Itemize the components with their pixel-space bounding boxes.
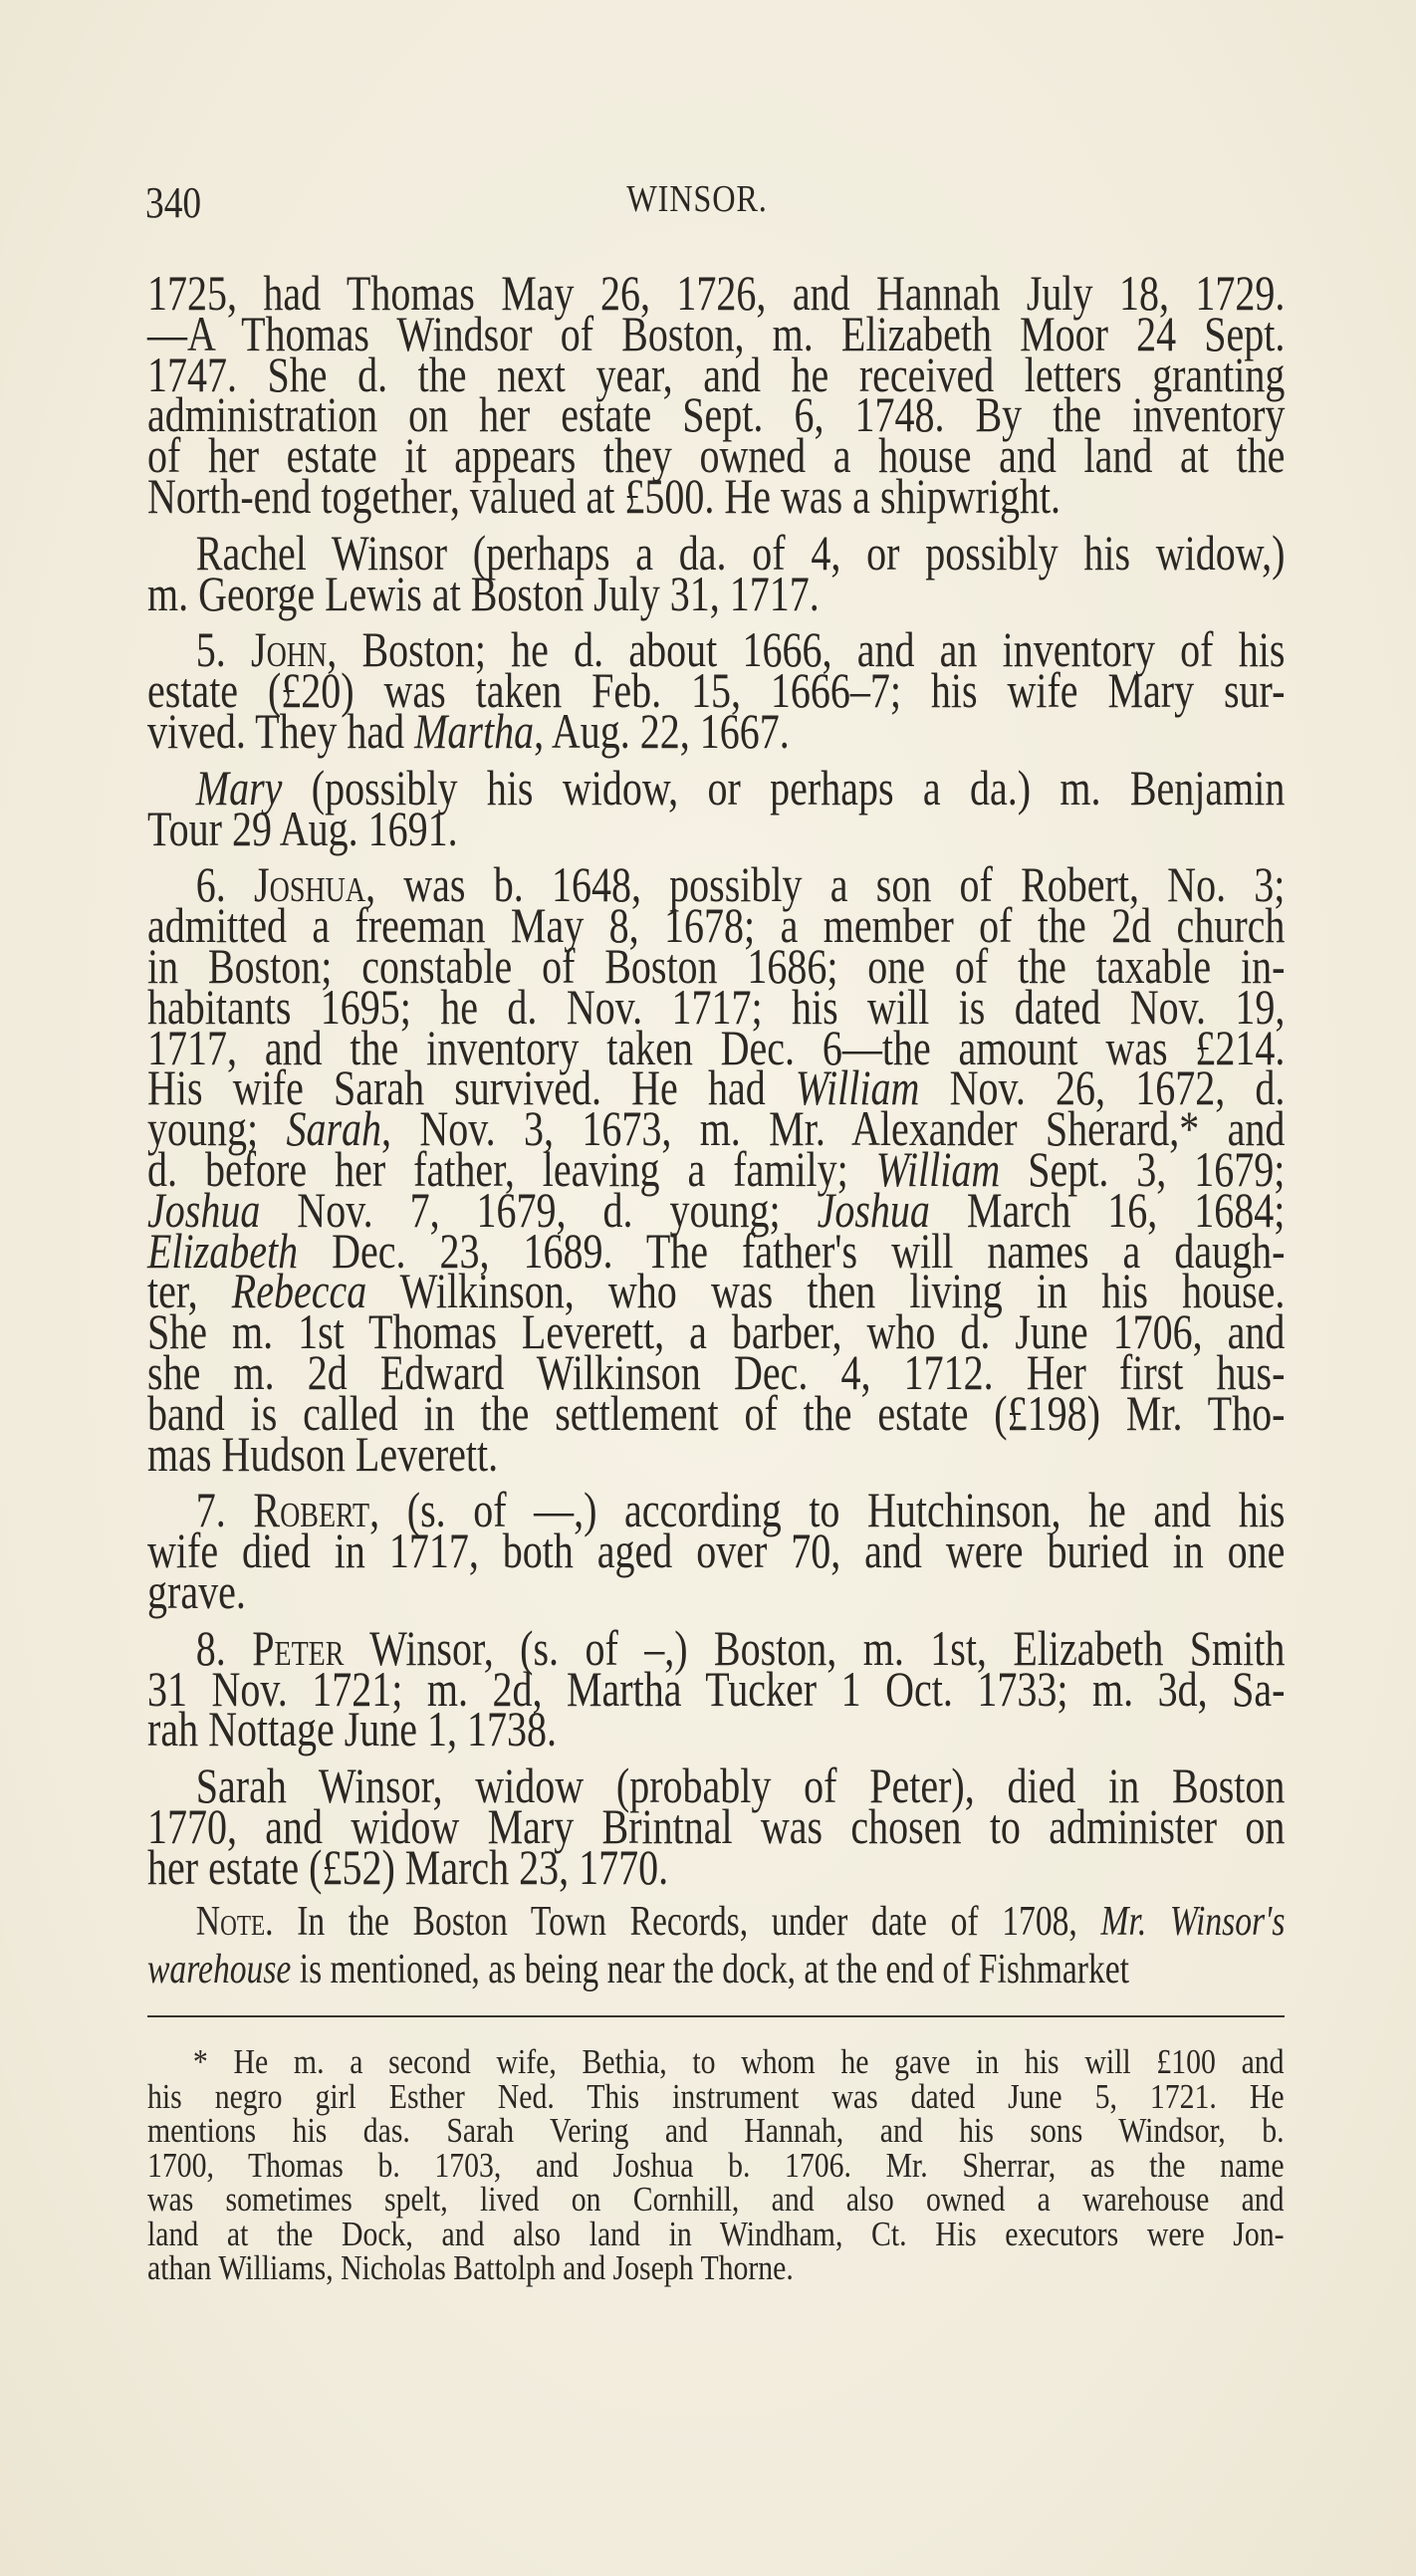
- italic-name: Joshua: [817, 1181, 930, 1238]
- text-run: 1717, and the inventory taken Dec. 6—the amount was £214.: [147, 1019, 1286, 1075]
- text-run: 7.: [195, 1482, 254, 1538]
- text-run: young;: [147, 1100, 287, 1157]
- text-line: [147, 1562, 1285, 1619]
- text-line: [147, 1701, 1285, 1757]
- text-run: —A Thomas Windsor of Boston, m. Elizabeth Moor 24 Sept.: [147, 305, 1286, 361]
- text-run: 5.: [195, 621, 252, 678]
- paragraph: [147, 621, 1416, 759]
- text-run: North-end together, valued at £500. He was a shipwright.: [147, 467, 1062, 524]
- italic-name: Joshua: [147, 1181, 261, 1238]
- text-line: [147, 1838, 1285, 1895]
- text-run: admitted a freeman May 8, 1678; a member of the 2d church: [147, 897, 1286, 954]
- text-line: [147, 1946, 1285, 1993]
- small-caps-heading: Note.: [195, 1899, 274, 1945]
- text-run: Rachel Winsor (perhaps a da. of 4, or possibly his widow,): [195, 524, 1286, 581]
- text-run: mentions his das. Sarah Vering and Hannah, and his sons Windsor, b.: [147, 2111, 1285, 2150]
- text-run: , (s. of —,) according to Hutchinson, he and his: [369, 1482, 1286, 1538]
- text-run: land at the Dock, and also land in Windham, Ct. His executors were Jon-: [147, 2214, 1285, 2253]
- text-line: [147, 2145, 1285, 2185]
- paragraph: [147, 265, 1416, 524]
- text-run: Tour 29 Aug. 1691.: [147, 800, 458, 856]
- text-line: [147, 2214, 1285, 2253]
- italic-name: William: [795, 1059, 920, 1116]
- text-run: * He m. a second wife, Bethia, to whom he gave in his will £100 and: [192, 2042, 1285, 2081]
- text-run: estate (£20) was taken Feb. 15, 1666–7; his wife Mary sur-: [147, 662, 1286, 719]
- text-run: Dec. 23, 1689. The father's will names a daugh-: [298, 1222, 1286, 1279]
- text-run: She m. 1st Thomas Leverett, a barber, who d. June 1706, and: [147, 1303, 1286, 1360]
- small-caps-heading: Joshua: [254, 856, 366, 913]
- text-run: Sept. 3, 1679;: [1000, 1140, 1286, 1197]
- running-head: WINSOR.: [626, 178, 768, 220]
- note-paragraph: [147, 1898, 1416, 1993]
- page-number: 340: [145, 178, 202, 227]
- text-line: [147, 1425, 1285, 1482]
- text-line: [147, 1522, 1286, 1579]
- text-line: [147, 2076, 1285, 2116]
- italic-name: Mary: [195, 759, 283, 816]
- paragraph: [147, 856, 1416, 1482]
- italic-name: Sarah: [286, 1100, 382, 1157]
- text-line: [147, 2180, 1285, 2219]
- footnote-divider: [147, 2015, 1285, 2017]
- text-run: she m. 2d Edward Wilkinson Dec. 4, 1712. Her first hus-: [147, 1343, 1286, 1400]
- paragraph: [147, 1482, 1416, 1619]
- text-run: Winsor, (s. of –,) Boston, m. 1st, Elizabeth Smith: [344, 1619, 1286, 1676]
- text-run: 8.: [195, 1619, 253, 1676]
- text-run: grave.: [147, 1562, 246, 1619]
- text-run: , Aug. 22, 1667.: [534, 702, 790, 759]
- text-run: administration on her estate Sept. 6, 1748. By the inventory: [147, 386, 1286, 443]
- text-run: her estate (£52) March 23, 1770.: [147, 1838, 669, 1895]
- text-run: 31 Nov. 1721; m. 2d, Martha Tucker 1 Oct. 1733; m. 3d, Sa-: [147, 1660, 1286, 1717]
- text-run: 1770, and widow Mary Brintnal was chosen to administer on: [147, 1797, 1286, 1854]
- text-run: athan Williams, Nicholas Battolph and Joseph Thorne.: [147, 2248, 794, 2287]
- text-run: His wife Sarah survived. He had: [147, 1059, 796, 1116]
- italic-name: Elizabeth: [147, 1222, 299, 1279]
- text-run: 1725, had Thomas May 26, 1726, and Hannah July 18, 1729.: [147, 265, 1286, 321]
- small-caps-heading: Robert: [253, 1482, 370, 1538]
- italic-name: warehouse: [147, 1947, 292, 1992]
- italic-name: Mr. Winsor's: [1100, 1899, 1286, 1945]
- text-run: Wilkinson, who was then living in his house.: [366, 1263, 1286, 1319]
- text-line: [147, 2042, 1285, 2081]
- text-line: [147, 800, 1285, 856]
- text-run: 1700, Thomas b. 1703, and Joshua b. 1706. Mr. Sherrar, as the name: [147, 2145, 1285, 2185]
- text-run: was sometimes spelt, lived on Cornhill, and also owned a warehouse and: [147, 2180, 1285, 2219]
- footnote: [147, 2042, 1416, 2287]
- italic-name: William: [875, 1140, 1001, 1197]
- text-run: m. George Lewis at Boston July 31, 1717.: [147, 565, 820, 621]
- text-run: Sarah Winsor, widow (probably of Peter), died in Boston: [195, 1757, 1286, 1814]
- text-run: March 16, 1684;: [929, 1181, 1286, 1238]
- text-run: , was b. 1648, possibly a son of Robert, No. 3;: [365, 856, 1286, 913]
- text-line: [147, 467, 1285, 524]
- italic-name: Martha: [414, 702, 535, 759]
- text-run: in Boston; constable of Boston 1686; one of the taxable in-: [147, 937, 1286, 994]
- small-caps-heading: John: [251, 621, 328, 678]
- text-run: In the Boston Town Records, under date of 1708,: [273, 1899, 1101, 1945]
- text-run: (possibly his widow, or perhaps a da.) m. Benjamin: [282, 759, 1286, 816]
- text-line: [147, 2111, 1285, 2150]
- text-run: ter,: [147, 1263, 232, 1319]
- text-line: [147, 702, 1285, 759]
- text-run: 1747. She d. the next year, and he received letters granting: [147, 346, 1286, 402]
- text-run: Nov. 26, 1672, d.: [919, 1059, 1286, 1116]
- text-run: habitants 1695; he d. Nov. 1717; his will is dated Nov. 19,: [147, 978, 1286, 1035]
- text-run: , Nov. 3, 1673, m. Mr. Alexander Sherard,* and: [381, 1100, 1286, 1157]
- text-run: of her estate it appears they owned a house and land at the: [147, 427, 1286, 484]
- text-line: [147, 565, 1285, 621]
- text-run: his negro girl Esther Ned. This instrument was dated June 5, 1721. He: [147, 2076, 1285, 2116]
- text-run: , Boston; he d. about 1666, and an inventory of his: [327, 621, 1286, 678]
- main-text: [147, 265, 1416, 1903]
- text-run: band is called in the settlement of the estate (£198) Mr. Tho-: [147, 1384, 1286, 1441]
- text-run: is mentioned, as being near the dock, at the end of Fishmarket: [291, 1947, 1130, 1992]
- text-run: mas Hudson Leverett.: [147, 1425, 499, 1482]
- paragraph: [147, 524, 1416, 621]
- text-line: [147, 2248, 1285, 2287]
- text-run: Nov. 7, 1679, d. young;: [260, 1181, 818, 1238]
- text-run: vived. They had: [147, 702, 415, 759]
- text-run: rah Nottage June 1, 1738.: [147, 1701, 558, 1757]
- small-caps-heading: Peter: [252, 1619, 345, 1676]
- paragraph: [147, 1619, 1416, 1757]
- paragraph: [147, 759, 1416, 856]
- text-run: d. before her father, leaving a family;: [147, 1140, 876, 1197]
- text-run: 6.: [195, 856, 255, 913]
- paragraph: [147, 1757, 1416, 1895]
- text-run: wife died in 1717, both aged over 70, and were buried in one: [147, 1522, 1286, 1579]
- italic-name: Rebecca: [231, 1263, 367, 1319]
- text-line: [147, 1898, 1285, 1946]
